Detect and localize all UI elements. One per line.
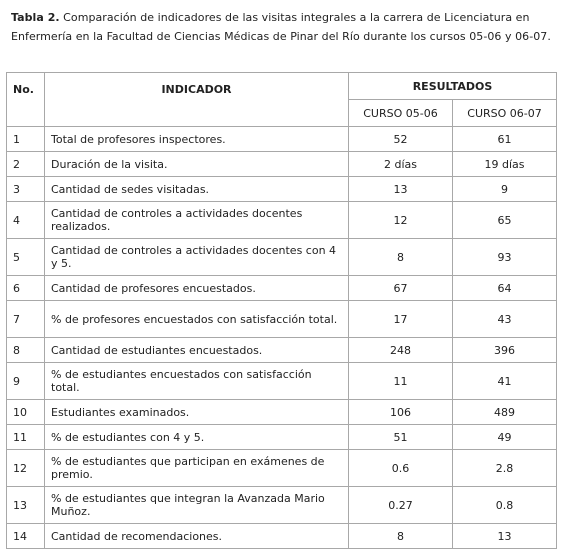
row-value-curso2: 61	[453, 127, 557, 152]
row-number: 3	[7, 177, 45, 202]
row-number: 6	[7, 276, 45, 301]
table-row	[7, 202, 557, 239]
row-value-curso2: 396	[453, 338, 557, 363]
row-value-curso2: 65	[453, 202, 557, 239]
row-number: 1	[7, 127, 45, 152]
row-value-curso1: 13	[349, 177, 453, 202]
table-row	[7, 177, 557, 202]
header-no: No.	[7, 73, 45, 127]
row-number: 9	[7, 363, 45, 400]
row-value-curso2: 489	[453, 400, 557, 425]
table-row	[7, 127, 557, 152]
row-number: 11	[7, 425, 45, 450]
table-row	[7, 239, 557, 276]
row-value-curso1: 12	[349, 202, 453, 239]
row-indicator: Estudiantes examinados.	[45, 400, 349, 425]
row-indicator: % de profesores encuestados con satisfacción total.	[45, 301, 349, 338]
table-row	[7, 276, 557, 301]
row-indicator: Cantidad de estudiantes encuestados.	[45, 338, 349, 363]
row-value-curso1: 8	[349, 524, 453, 549]
table-row	[7, 524, 557, 549]
table-row	[7, 450, 557, 487]
caption-label: Tabla 2.	[11, 11, 60, 24]
table-row	[7, 400, 557, 425]
table-caption	[11, 8, 567, 46]
table-row	[7, 338, 557, 363]
row-indicator: Cantidad de profesores encuestados.	[45, 276, 349, 301]
header-curso-06-07: CURSO 06-07	[453, 100, 557, 127]
row-indicator: Cantidad de sedes visitadas.	[45, 177, 349, 202]
row-value-curso2: 41	[453, 363, 557, 400]
row-value-curso2: 2.8	[453, 450, 557, 487]
table-row	[7, 301, 557, 338]
row-value-curso1: 248	[349, 338, 453, 363]
row-value-curso1: 51	[349, 425, 453, 450]
header-curso-05-06: CURSO 05-06	[349, 100, 453, 127]
row-number: 4	[7, 202, 45, 239]
row-value-curso1: 52	[349, 127, 453, 152]
row-value-curso2: 19 días	[453, 152, 557, 177]
row-indicator: % de estudiantes que integran la Avanzada Mario Muñoz.	[45, 487, 349, 524]
row-number: 8	[7, 338, 45, 363]
row-value-curso1: 67	[349, 276, 453, 301]
row-value-curso2: 9	[453, 177, 557, 202]
table-row	[7, 425, 557, 450]
row-value-curso2: 43	[453, 301, 557, 338]
row-value-curso1: 8	[349, 239, 453, 276]
row-indicator: % de estudiantes encuestados con satisfacción total.	[45, 363, 349, 400]
row-number: 12	[7, 450, 45, 487]
row-number: 5	[7, 239, 45, 276]
row-value-curso2: 93	[453, 239, 557, 276]
table-row	[7, 152, 557, 177]
table-row	[7, 363, 557, 400]
row-number: 2	[7, 152, 45, 177]
row-value-curso1: 17	[349, 301, 453, 338]
row-indicator: Cantidad de recomendaciones.	[45, 524, 349, 549]
caption-text: Comparación de indicadores de las visitas integrales a la carrera de Licenciatura en Enfermería en la Facultad de Ciencias Médicas de Pinar del Río durante los cursos 05-06 y 06-07.	[11, 11, 551, 43]
row-value-curso2: 64	[453, 276, 557, 301]
indicators-table	[6, 72, 557, 549]
row-value-curso2: 13	[453, 524, 557, 549]
row-number: 7	[7, 301, 45, 338]
row-number: 13	[7, 487, 45, 524]
row-value-curso1: 0.6	[349, 450, 453, 487]
row-value-curso1: 11	[349, 363, 453, 400]
row-indicator: Duración de la visita.	[45, 152, 349, 177]
row-indicator: Cantidad de controles a actividades docentes realizados.	[45, 202, 349, 239]
table-row	[7, 487, 557, 524]
row-indicator: Total de profesores inspectores.	[45, 127, 349, 152]
row-value-curso1: 2 días	[349, 152, 453, 177]
header-resultados: RESULTADOS	[349, 73, 557, 100]
row-value-curso2: 0.8	[453, 487, 557, 524]
row-indicator: % de estudiantes que participan en exámenes de premio.	[45, 450, 349, 487]
row-value-curso1: 106	[349, 400, 453, 425]
row-value-curso1: 0.27	[349, 487, 453, 524]
row-indicator: Cantidad de controles a actividades docentes con 4 y 5.	[45, 239, 349, 276]
row-indicator: % de estudiantes con 4 y 5.	[45, 425, 349, 450]
row-value-curso2: 49	[453, 425, 557, 450]
row-number: 14	[7, 524, 45, 549]
row-number: 10	[7, 400, 45, 425]
header-indicador: INDICADOR	[45, 73, 349, 127]
